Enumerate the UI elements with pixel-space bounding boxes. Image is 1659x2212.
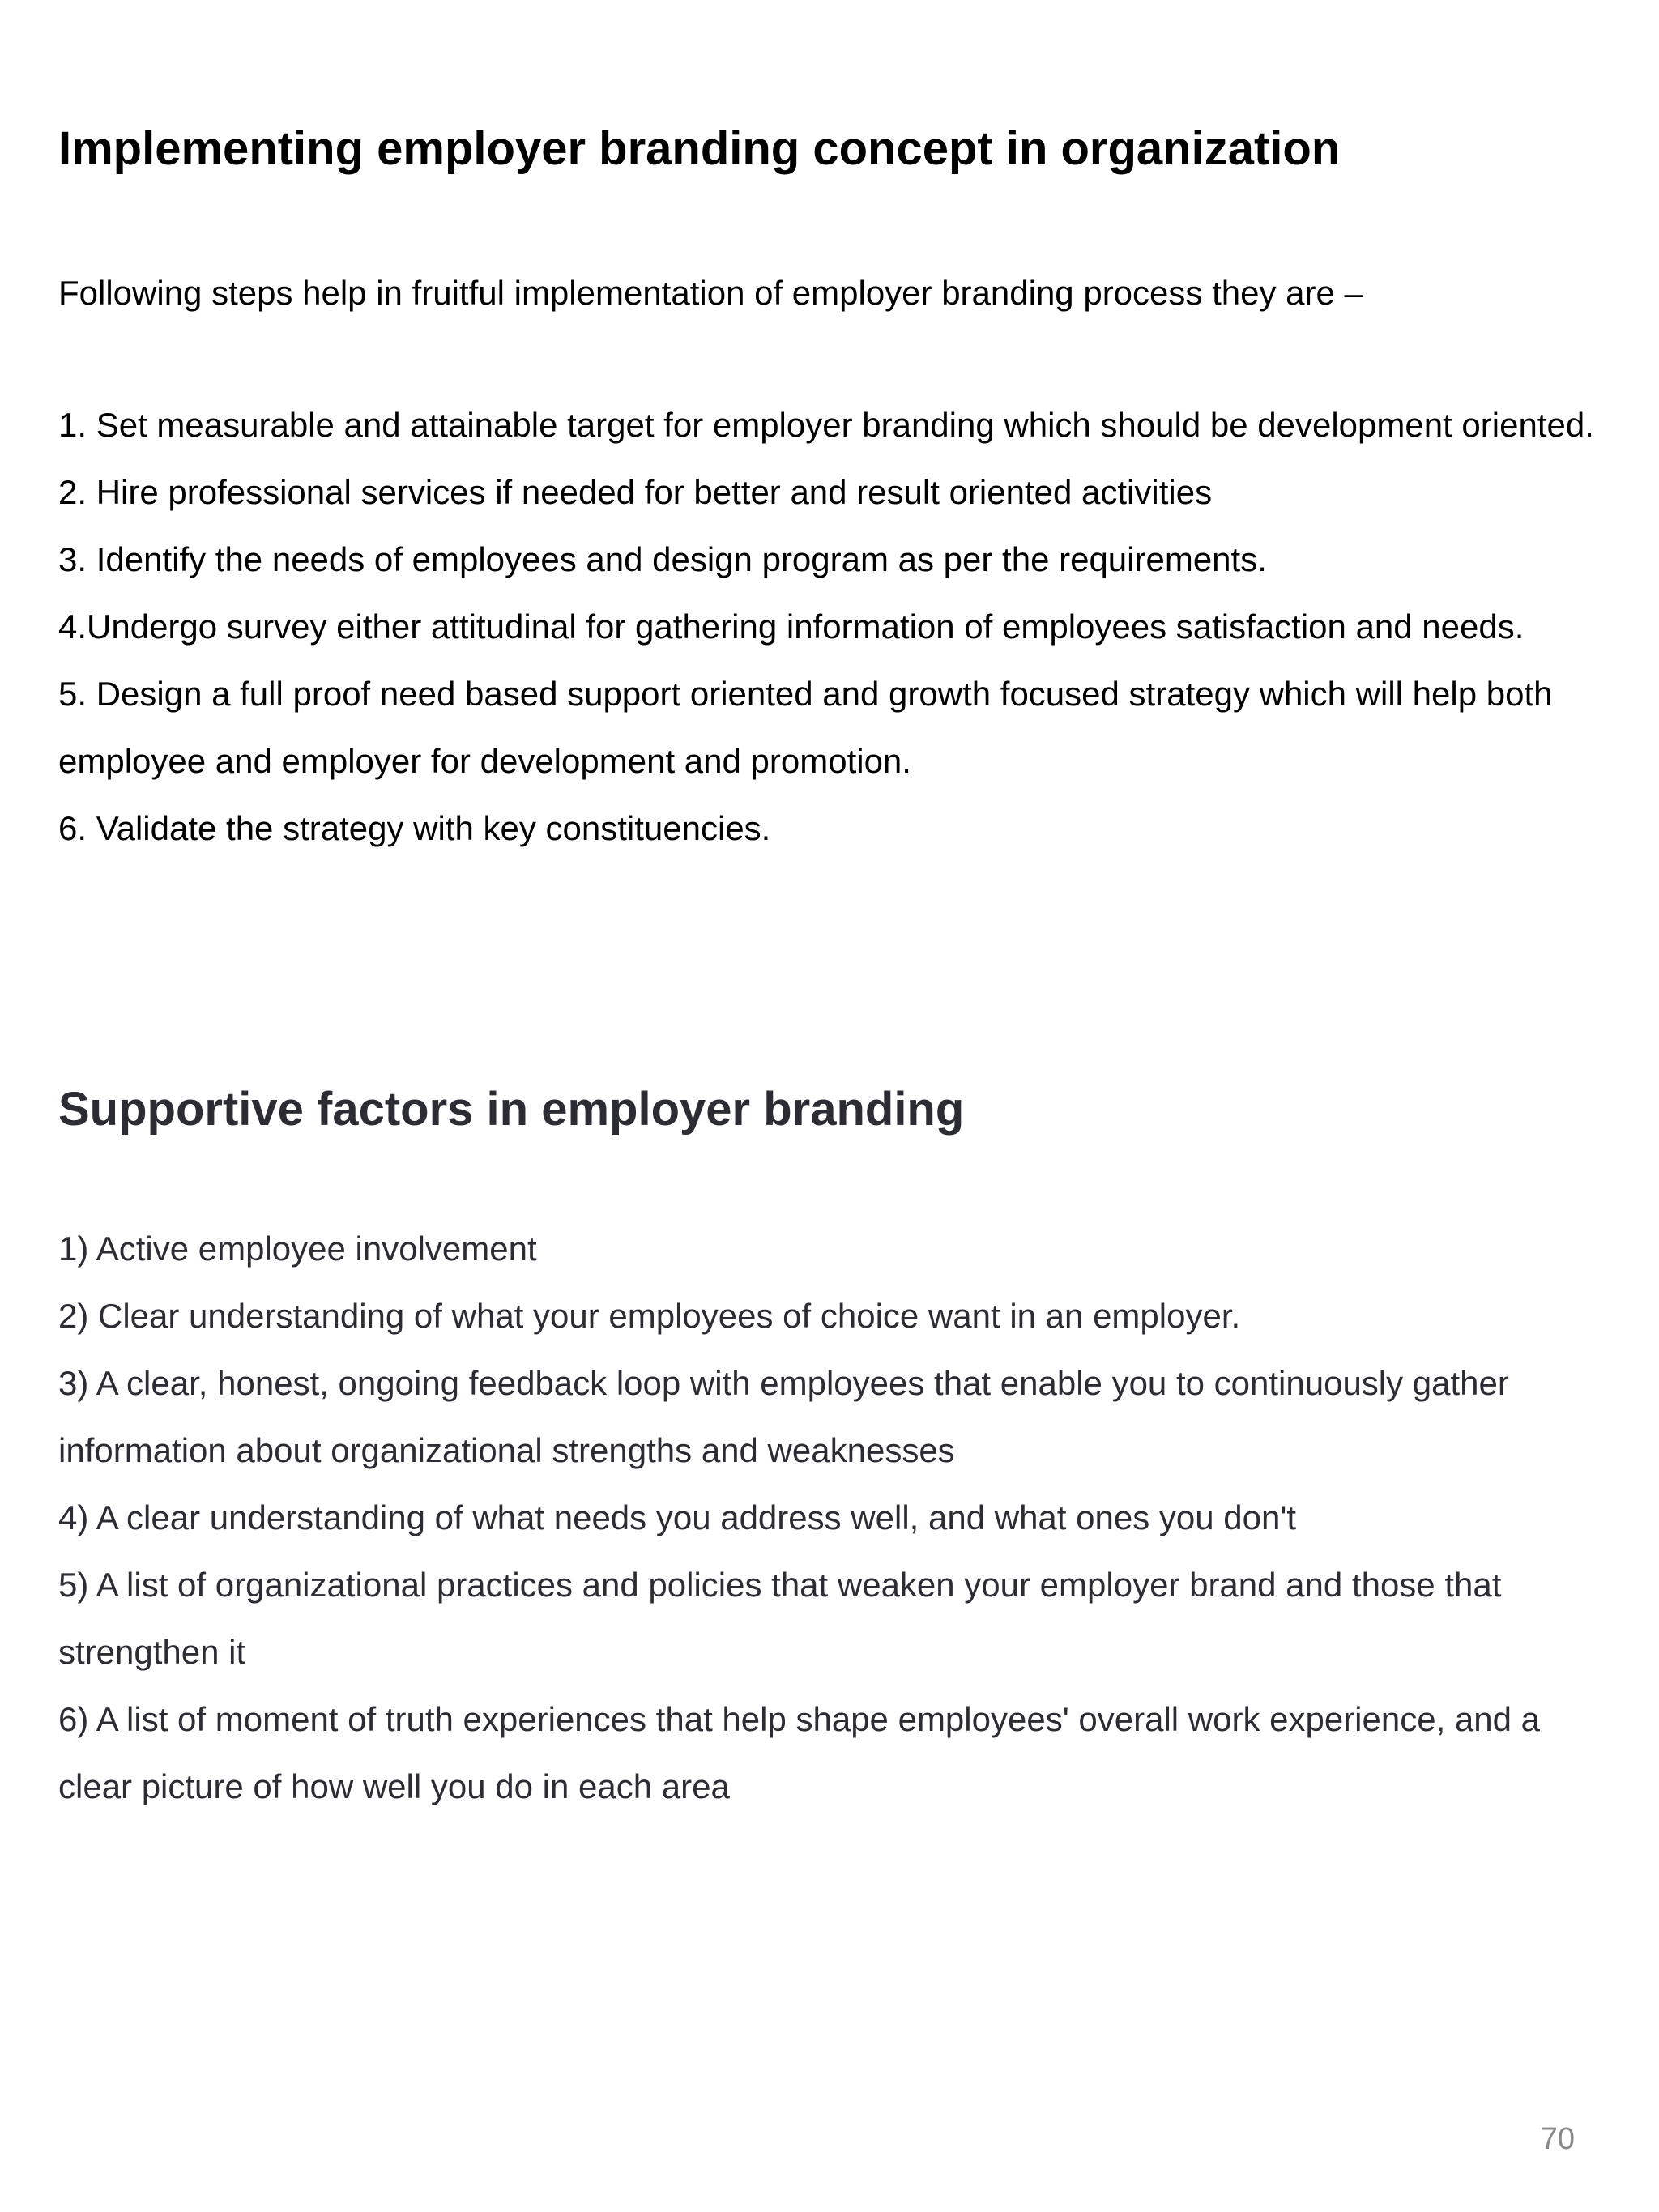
list-item: 3. Identify the needs of employees and design program as per the requirements.	[58, 540, 1267, 578]
section-heading-implementing: Implementing employer branding concept in organization	[58, 122, 1341, 175]
list-item: 4.Undergo survey either attitudinal for gathering information of employees satisfaction and needs.	[58, 607, 1525, 646]
list-item: 6) A list of moment of truth experiences that help shape employees' overall work experience, and a clear picture of how well you do in each area	[58, 1700, 1541, 1805]
list-item: 2) Clear understanding of what your employees of choice want in an employer.	[58, 1297, 1241, 1335]
list-item: 4) A clear understanding of what needs you address well, and what ones you don't	[58, 1498, 1297, 1536]
list-item: 1) Active employee involvement	[58, 1230, 537, 1268]
implementation-steps-list	[58, 391, 1614, 862]
list-item: 3) A clear, honest, ongoing feedback loop with employees that enable you to continuously gather information about organizational strengths and weaknesses	[58, 1364, 1509, 1469]
list-item: 5. Design a full proof need based support oriented and growth focused strategy which will help both employee and employer for development and promotion.	[58, 675, 1553, 780]
list-item: 2. Hire professional services if needed for better and result oriented activities	[58, 473, 1213, 511]
page-number: 70	[1540, 2122, 1575, 2156]
intro-paragraph: Following steps help in fruitful implementation of employer branding process they are –	[58, 274, 1363, 312]
list-item: 6. Validate the strategy with key constituencies.	[58, 809, 771, 847]
list-item: 1. Set measurable and attainable target for employer branding which should be development oriented.	[58, 406, 1594, 444]
section-heading-supportive: Supportive factors in employer branding	[58, 1083, 965, 1136]
supportive-factors-list	[58, 1215, 1614, 1820]
list-item: 5) A list of organizational practices and policies that weaken your employer brand and those that strengthen it	[58, 1566, 1502, 1671]
